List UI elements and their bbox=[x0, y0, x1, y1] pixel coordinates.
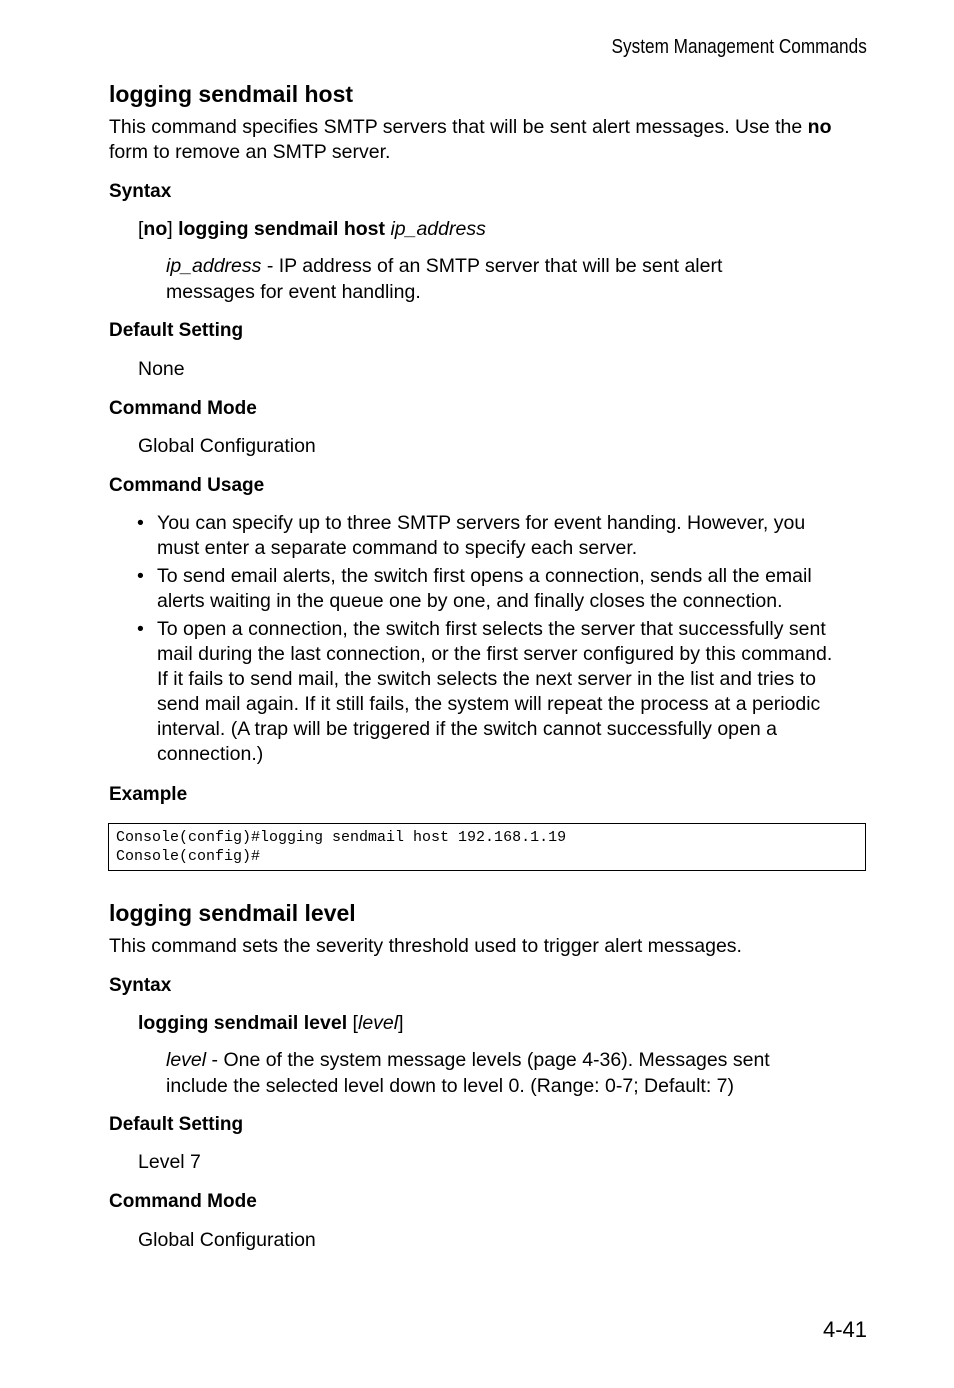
page-number: 4-41 bbox=[822, 1317, 867, 1342]
default-setting-heading: Default Setting bbox=[109, 320, 244, 341]
syntax-heading: Syntax bbox=[109, 181, 172, 202]
syntax-line-host bbox=[138, 217, 486, 242]
running-header: System Management Commands bbox=[611, 36, 867, 58]
param-name: ip_address bbox=[166, 255, 262, 277]
usage-bullet-3-line4: send mail again. If it still fails, the system will repeat the process at a periodic bbox=[157, 693, 821, 715]
param-desc-line1 bbox=[166, 1047, 770, 1073]
usage-bullet-3-line3: If it fails to send mail, the switch selects the next server in the list and tries to bbox=[157, 668, 816, 690]
syntax-line-level bbox=[138, 1011, 404, 1036]
default-setting-heading: Default Setting bbox=[109, 1114, 244, 1135]
syntax-command: logging sendmail host bbox=[178, 218, 386, 240]
code-line-2: Console(config)# bbox=[116, 848, 261, 865]
syntax-bracket-open: [ bbox=[347, 1012, 358, 1034]
bullet-marker: • bbox=[137, 618, 144, 640]
bullet-marker: • bbox=[137, 512, 144, 534]
example-heading: Example bbox=[109, 784, 188, 805]
syntax-param: ip_address bbox=[390, 218, 486, 240]
usage-bullet-3-line6: connection.) bbox=[157, 743, 264, 765]
syntax-heading: Syntax bbox=[109, 975, 172, 996]
usage-bullet-1-line2: must enter a separate command to specify each server. bbox=[157, 537, 638, 559]
param-desc-line2: include the selected level down to level 0. (Range: 0-7; Default: 7) bbox=[166, 1075, 734, 1097]
param-desc-line2: messages for event handling. bbox=[166, 281, 421, 303]
default-setting-value: None bbox=[138, 358, 185, 380]
command-mode-value: Global Configuration bbox=[138, 435, 316, 457]
section1-description-line2: form to remove an SMTP server. bbox=[109, 141, 391, 163]
syntax-bracket-open: [ bbox=[138, 218, 144, 240]
section-title-sendmail-level: logging sendmail level bbox=[109, 900, 356, 926]
command-mode-heading: Command Mode bbox=[109, 1191, 257, 1212]
bullet-marker: • bbox=[137, 565, 144, 587]
code-line-1: Console(config)#logging sendmail host 192.168.1.19 bbox=[116, 829, 567, 846]
usage-bullet-2-line2: alerts waiting in the queue one by one, and finally closes the connection. bbox=[157, 590, 783, 612]
section1-description-line1 bbox=[109, 115, 832, 140]
default-setting-value: Level 7 bbox=[138, 1151, 201, 1173]
section2-description: This command sets the severity threshold used to trigger alert messages. bbox=[109, 935, 742, 957]
syntax-no: no bbox=[143, 218, 168, 240]
section-title-sendmail-host: logging sendmail host bbox=[109, 81, 354, 107]
command-mode-value: Global Configuration bbox=[138, 1229, 316, 1251]
param-name: level bbox=[166, 1049, 207, 1071]
param-desc-line1 bbox=[166, 253, 722, 279]
usage-bullet-3-line2: mail during the last connection, or the first server configured by this command. bbox=[157, 643, 833, 665]
syntax-bracket-close: ] bbox=[398, 1012, 404, 1034]
no-keyword: no bbox=[807, 116, 832, 138]
usage-bullet-3-line1: To open a connection, the switch first selects the server that successfully sent bbox=[157, 618, 826, 640]
syntax-command: logging sendmail level bbox=[138, 1012, 348, 1034]
usage-bullet-1-line1: You can specify up to three SMTP servers for event handing. However, you bbox=[157, 512, 806, 534]
usage-bullet-3-line5: interval. (A trap will be triggered if the switch cannot successfully open a bbox=[157, 718, 777, 740]
code-example-box bbox=[108, 823, 866, 871]
usage-bullet-2-line1: To send email alerts, the switch first opens a connection, sends all the email bbox=[157, 565, 812, 587]
param-description: - IP address of an SMTP server that will be sent alert bbox=[261, 255, 723, 277]
command-usage-heading: Command Usage bbox=[109, 475, 265, 496]
description-text: This command specifies SMTP servers that will be sent alert messages. Use the bbox=[109, 116, 808, 138]
param-description: - One of the system message levels (page 4-36). Messages sent bbox=[206, 1049, 770, 1071]
syntax-bracket-close: ] bbox=[167, 218, 179, 240]
syntax-param: level bbox=[357, 1012, 399, 1034]
command-mode-heading: Command Mode bbox=[109, 398, 257, 419]
